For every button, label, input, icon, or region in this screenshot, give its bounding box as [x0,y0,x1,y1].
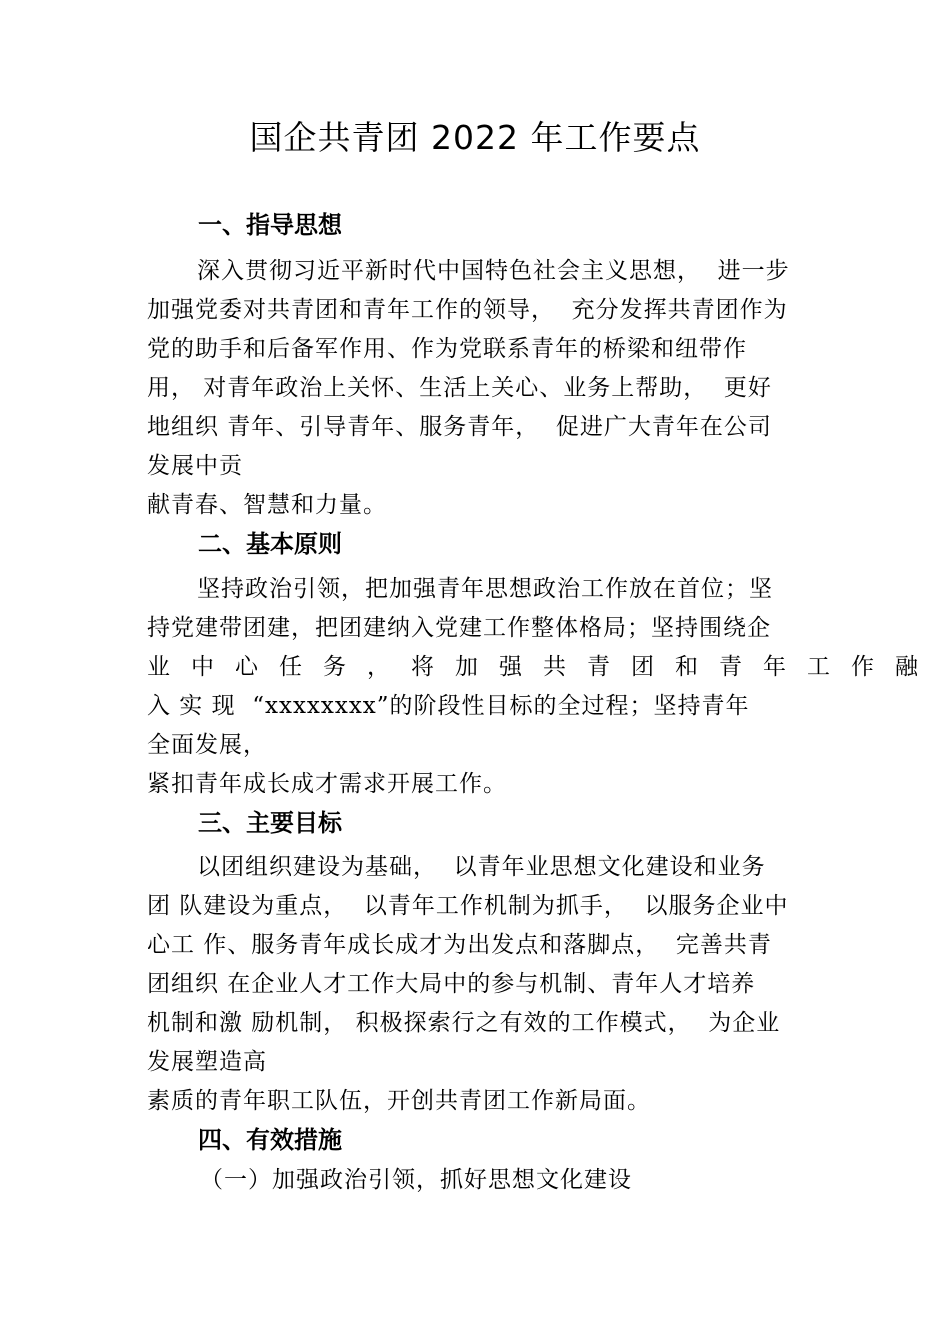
paragraph-line: 加强党委对共青团和青年工作的领导， 充分发挥共青团作为 [147,297,788,323]
section-heading-basic-principles: 二、基本原则 [198,530,342,558]
paragraph-line: 地组织 青年、引导青年、服务青年， 促进广大青年在公司 [147,414,772,440]
paragraph-line: 机制和激 励机制， 积极探索行之有效的工作模式， 为企业 [147,1010,781,1036]
paragraph-line: 心工 作、服务青年成长成才为出发点和落脚点， 完善共青 [147,932,772,958]
paragraph-line: 团组织 在企业人才工作大局中的参与机制、青年人才培养 [147,971,756,997]
paragraph-line: 用， 对青年政治上关怀、生活上关心、业务上帮助， 更好 [147,375,772,401]
paragraph-line: 紧扣青年成长成才需求开展工作。 [147,771,507,797]
paragraph-line: 入 实 现 “xxxxxxxx”的阶段性目标的全过程；坚持青年 [147,693,750,719]
paragraph-line: 以团组织建设为基础， 以青年业思想文化建设和业务 [197,854,766,880]
section-heading-effective-measures: 四、有效措施 [198,1126,342,1154]
section-heading-main-goals: 三、主要目标 [198,809,342,837]
paragraph-line: 素质的青年职工队伍，开创共青团工作新局面。 [147,1088,651,1114]
paragraph-line: 发展塑造高 [147,1049,267,1075]
section-heading-guiding-ideology: 一、指导思想 [198,211,342,239]
paragraph-line: 发展中贡 [147,453,243,479]
paragraph-line: 团 队建设为重点， 以青年工作机制为抓手， 以服务企业中 [147,893,789,919]
paragraph-line: 全面发展， [147,732,267,758]
document-title: 国企共青团 2022 年工作要点 [249,118,701,157]
paragraph-line: 坚持政治引领，把加强青年思想政治工作放在首位；坚 [197,576,773,602]
paragraph-line: 深入贯彻习近平新时代中国特色社会主义思想， 进一步 [197,258,790,284]
paragraph-line: 持党建带团建，把团建纳入党建工作整体格局；坚持围绕企 [147,615,771,641]
subsection-heading: （一）加强政治引领，抓好思想文化建设 [200,1167,632,1193]
paragraph-line: 业中心任务，将加强共青团和青年工作融 [147,654,939,680]
paragraph-line: 献青春、智慧和力量。 [147,492,387,518]
paragraph-line: 党的助手和后备军作用、作为党联系青年的桥梁和纽带作 [147,336,747,362]
